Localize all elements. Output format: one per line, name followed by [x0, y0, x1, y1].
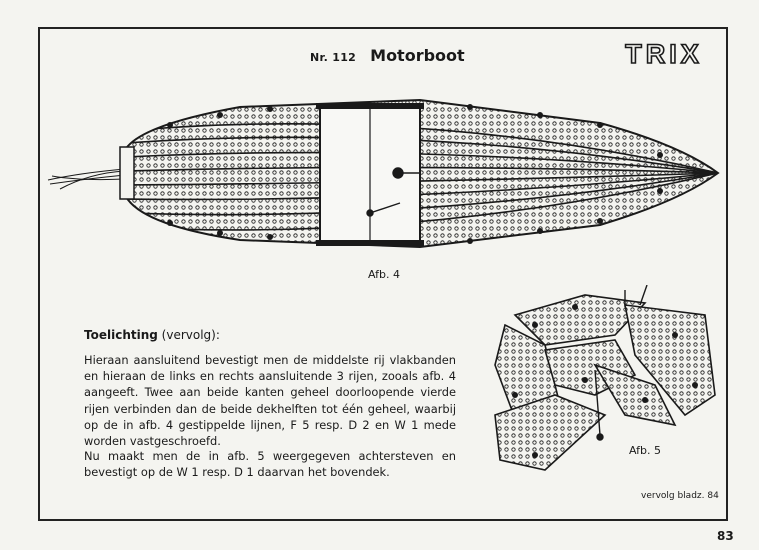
- hull: [125, 100, 718, 247]
- section-heading-rest: (vervolg):: [157, 328, 220, 342]
- page-number: 83: [717, 529, 734, 543]
- continue-note: vervolg bladz. 84: [641, 491, 719, 501]
- figure-4-caption: Afb. 4: [368, 268, 400, 281]
- figure-5-caption: Afb. 5: [629, 444, 661, 457]
- model-number: Nr. 112: [310, 51, 357, 64]
- page-title: [310, 46, 465, 65]
- boat-top-view-figure: [40, 85, 730, 275]
- instruction-paragraph-1: Hieraan aansluitend bevestigt men de middelste rij vlakbanden en hieraan de links en rechts aansluitende 3 rijen, zooals afb. 4 aangeeft. Twee aan beide kanten geheel doorloopende vierde rijen verbinden dan de beide dekhelften tot één geheel, waarbij op de in afb. 4 gestippelde lijnen, F 5 resp. D 2 en W 1 mede worden vastgeschroefd.: [84, 353, 456, 449]
- stern-plate: [120, 147, 134, 199]
- stern-detail-figure: [475, 285, 725, 485]
- wires: [48, 169, 125, 189]
- section-heading: [84, 328, 220, 342]
- trix-logo-text: TRIX: [625, 39, 703, 69]
- instruction-paragraph-2: Nu maakt men de in afb. 5 weergegeven achtersteven en bevestigt op de W 1 resp. D 1 daarvan het bovendek.: [84, 449, 456, 480]
- section-heading-bold: Toelichting: [84, 328, 158, 342]
- trix-logo: [612, 39, 716, 69]
- model-name: Motorboot: [370, 46, 465, 65]
